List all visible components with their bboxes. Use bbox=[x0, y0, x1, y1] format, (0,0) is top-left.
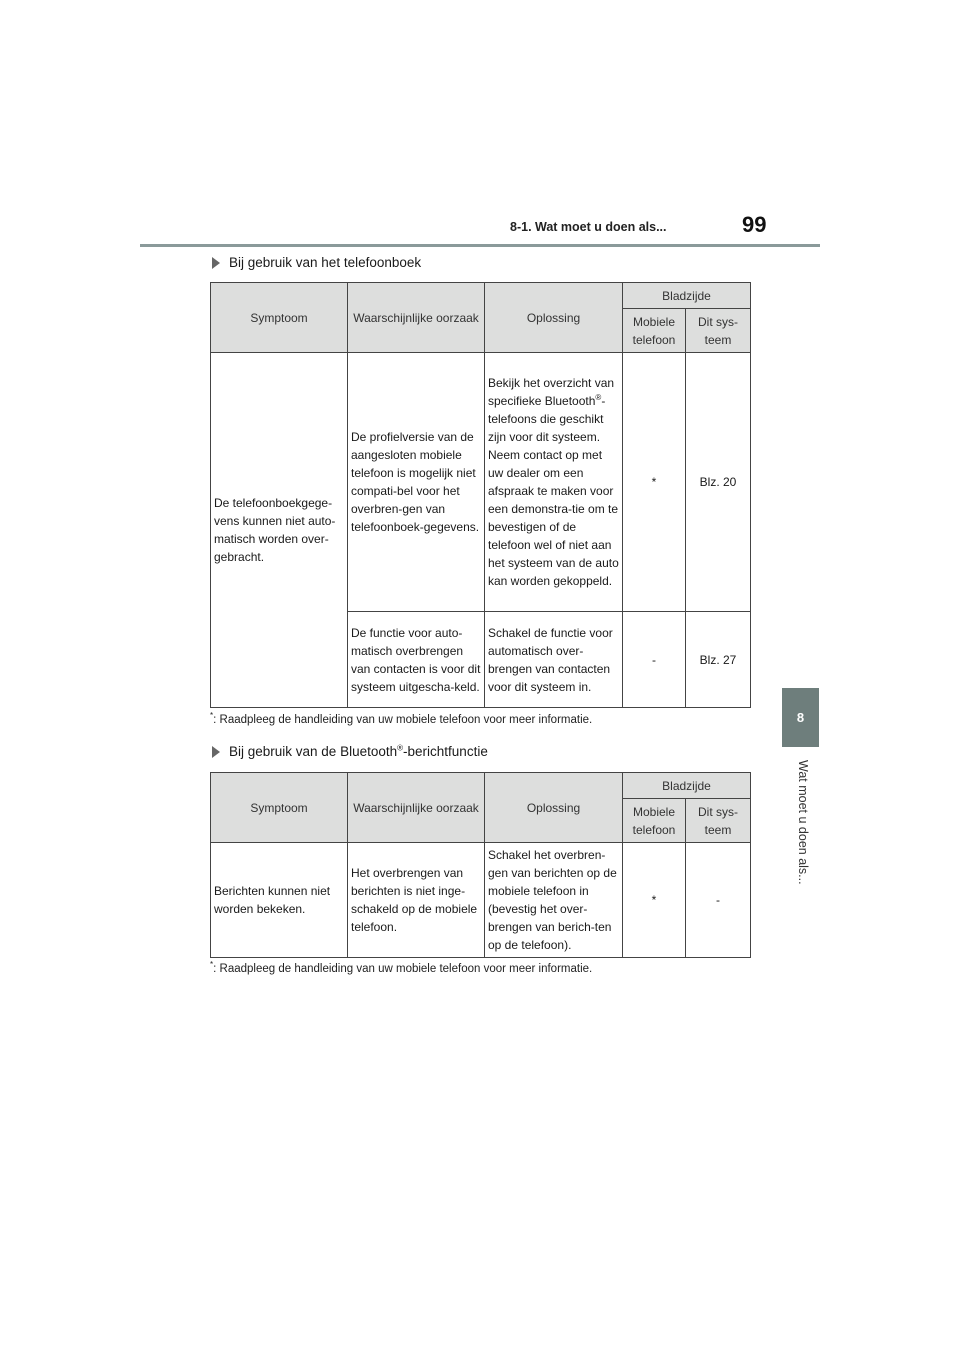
section1-heading-text: Bij gebruik van het telefoonboek bbox=[229, 255, 422, 270]
col-system: Dit sys-teem bbox=[686, 799, 751, 843]
col-cause: Waarschijnlijke oorzaak bbox=[348, 773, 485, 843]
system-page-cell: Blz. 20 bbox=[686, 353, 751, 612]
phonebook-table bbox=[210, 282, 751, 708]
solution-cell: Bekijk het overzicht van specifieke Bluetooth®-telefoons die geschikt zijn voor dit systeem. Neem contact op met uw dealer om een afspraak te maken voor een demonstra-tie om te bevestigen of de telefoon wel of niet aan het systeem van de auto kan worden gekoppeld. bbox=[485, 353, 623, 612]
section2-heading-text: Bij gebruik van de Bluetooth®-berichtfunctie bbox=[229, 743, 488, 759]
cause-cell: De profielversie van de aangesloten mobiele telefoon is mogelijk niet compati-bel voor het overbren-gen van telefoonboek-gegevens. bbox=[348, 353, 485, 612]
footnote: *: Raadpleeg de handleiding van uw mobiele telefoon voor meer informatie. bbox=[210, 960, 593, 975]
system-page-cell: - bbox=[686, 843, 751, 958]
col-page: Bladzijde bbox=[623, 773, 751, 799]
section2-heading bbox=[212, 744, 488, 759]
header-divider bbox=[140, 244, 820, 247]
mobile-page-cell: - bbox=[623, 612, 686, 708]
mobile-page-cell: * bbox=[623, 843, 686, 958]
triangle-bullet-icon bbox=[212, 746, 220, 758]
symptom-cell: Berichten kunnen niet worden bekeken. bbox=[211, 843, 348, 958]
cause-cell: De functie voor auto-matisch overbrengen van contacten is voor dit systeem uitgescha-keld. bbox=[348, 612, 485, 708]
col-cause: Waarschijnlijke oorzaak bbox=[348, 283, 485, 353]
symptom-cell: De telefoonboekgege-vens kunnen niet auto-matisch worden over-gebracht. bbox=[211, 353, 348, 708]
mobile-page-cell: * bbox=[623, 353, 686, 612]
col-mobile: Mobiele telefoon bbox=[623, 309, 686, 353]
page-number: 99 bbox=[742, 212, 767, 237]
footnote: *: Raadpleeg de handleiding van uw mobiele telefoon voor meer informatie. bbox=[210, 711, 593, 726]
solution-cell: Schakel het overbren-gen van berichten op de mobiele telefoon in (bevestig het over-brengen van berich-ten op de telefoon). bbox=[485, 843, 623, 958]
table-row bbox=[211, 843, 751, 958]
chapter-title: Wat moet u doen als... bbox=[796, 760, 810, 885]
cause-cell: Het overbrengen van berichten is niet inge-schakeld op de mobiele telefoon. bbox=[348, 843, 485, 958]
col-solution: Oplossing bbox=[485, 283, 623, 353]
chapter-tab: 8 bbox=[782, 688, 819, 747]
system-page-cell: Blz. 27 bbox=[686, 612, 751, 708]
col-system: Dit sys-teem bbox=[686, 309, 751, 353]
col-solution: Oplossing bbox=[485, 773, 623, 843]
section1-heading bbox=[212, 255, 421, 270]
table-row bbox=[211, 353, 751, 612]
triangle-bullet-icon bbox=[212, 257, 220, 269]
col-symptom: Symptoom bbox=[211, 283, 348, 353]
col-mobile: Mobiele telefoon bbox=[623, 799, 686, 843]
bluetooth-message-table bbox=[210, 772, 751, 958]
col-page: Bladzijde bbox=[623, 283, 751, 309]
section-title: 8-1. Wat moet u doen als... bbox=[510, 220, 667, 234]
col-symptom: Symptoom bbox=[211, 773, 348, 843]
solution-cell: Schakel de functie voor automatisch over-brengen van contacten voor dit systeem in. bbox=[485, 612, 623, 708]
